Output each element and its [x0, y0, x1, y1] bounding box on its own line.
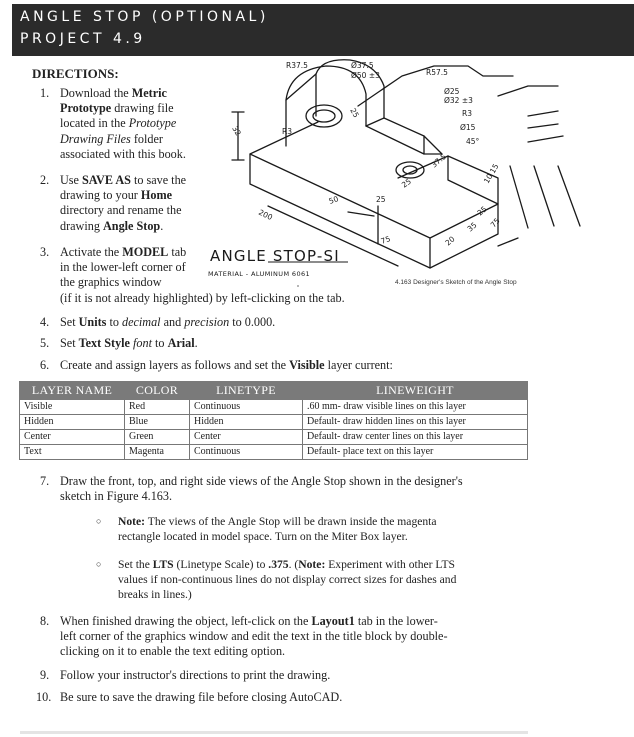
dim-r37-5: R37.5 — [286, 61, 308, 70]
table-row: Visible Red Continuous .60 mm- draw visible lines on this layer — [20, 400, 528, 415]
dim-75: 75 — [379, 234, 392, 246]
table-row: Center Green Center Default- draw center lines on this layer — [20, 430, 528, 445]
dim-20: 20 — [443, 234, 457, 248]
header-banner — [12, 4, 634, 56]
dim-15: 15 — [487, 162, 501, 175]
sketch-title: ANGLE STOP-SI — [210, 247, 340, 265]
dim-d15: Ø15 — [460, 123, 476, 132]
dim-r3b: R3 — [282, 127, 292, 136]
dim-d32: Ø32 ±3 — [444, 96, 473, 105]
dim-d25: Ø25 — [444, 87, 460, 96]
angle-stop-sketch — [198, 56, 634, 296]
banner-title: ANGLE STOP (OPTIONAL) — [20, 9, 269, 25]
dim-r57-5: R57.5 — [426, 68, 448, 77]
col-layer-name: LAYER NAME — [20, 382, 125, 400]
table-row: Text Magenta Continuous Default- place text on this layer — [20, 445, 528, 460]
dim-d50: Ø50 ±3 — [351, 71, 380, 80]
dim-d37-5: Ø37.5 — [351, 61, 374, 70]
dim-37-5b: 37.5 — [429, 151, 449, 170]
figure-caption: 4.163 Designer's Sketch of the Angle Stop — [395, 279, 517, 286]
col-lineweight: LINEWEIGHT — [303, 382, 528, 400]
dim-50: 50 — [327, 194, 340, 206]
directions-heading: DIRECTIONS: — [32, 66, 119, 81]
table-header-row — [20, 382, 528, 400]
dim-45deg: 45° — [466, 137, 480, 146]
dim-75b: 75 — [488, 216, 502, 230]
dim-32: 32 — [230, 124, 243, 138]
dim-10: 10 — [481, 172, 495, 185]
banner-project: PROJECT 4.9 — [20, 31, 146, 47]
dim-25a: 25 — [348, 106, 361, 120]
dim-200: 200 — [257, 207, 274, 223]
dim-25d: 25 — [376, 195, 386, 204]
dim-25e: 25 — [475, 204, 489, 218]
layers-table — [19, 381, 528, 460]
dim-35: 35 — [465, 220, 479, 234]
dim-25c: 25 — [399, 176, 413, 190]
dim-r3: R3 — [462, 109, 472, 118]
sketch-material: MATERIAL - ALUMINUM 6061 — [208, 270, 311, 278]
table-row: Hidden Blue Hidden Default- draw hidden lines on this layer — [20, 415, 528, 430]
col-color: COLOR — [125, 382, 190, 400]
footer-divider — [20, 731, 528, 734]
col-linetype: LINETYPE — [190, 382, 303, 400]
